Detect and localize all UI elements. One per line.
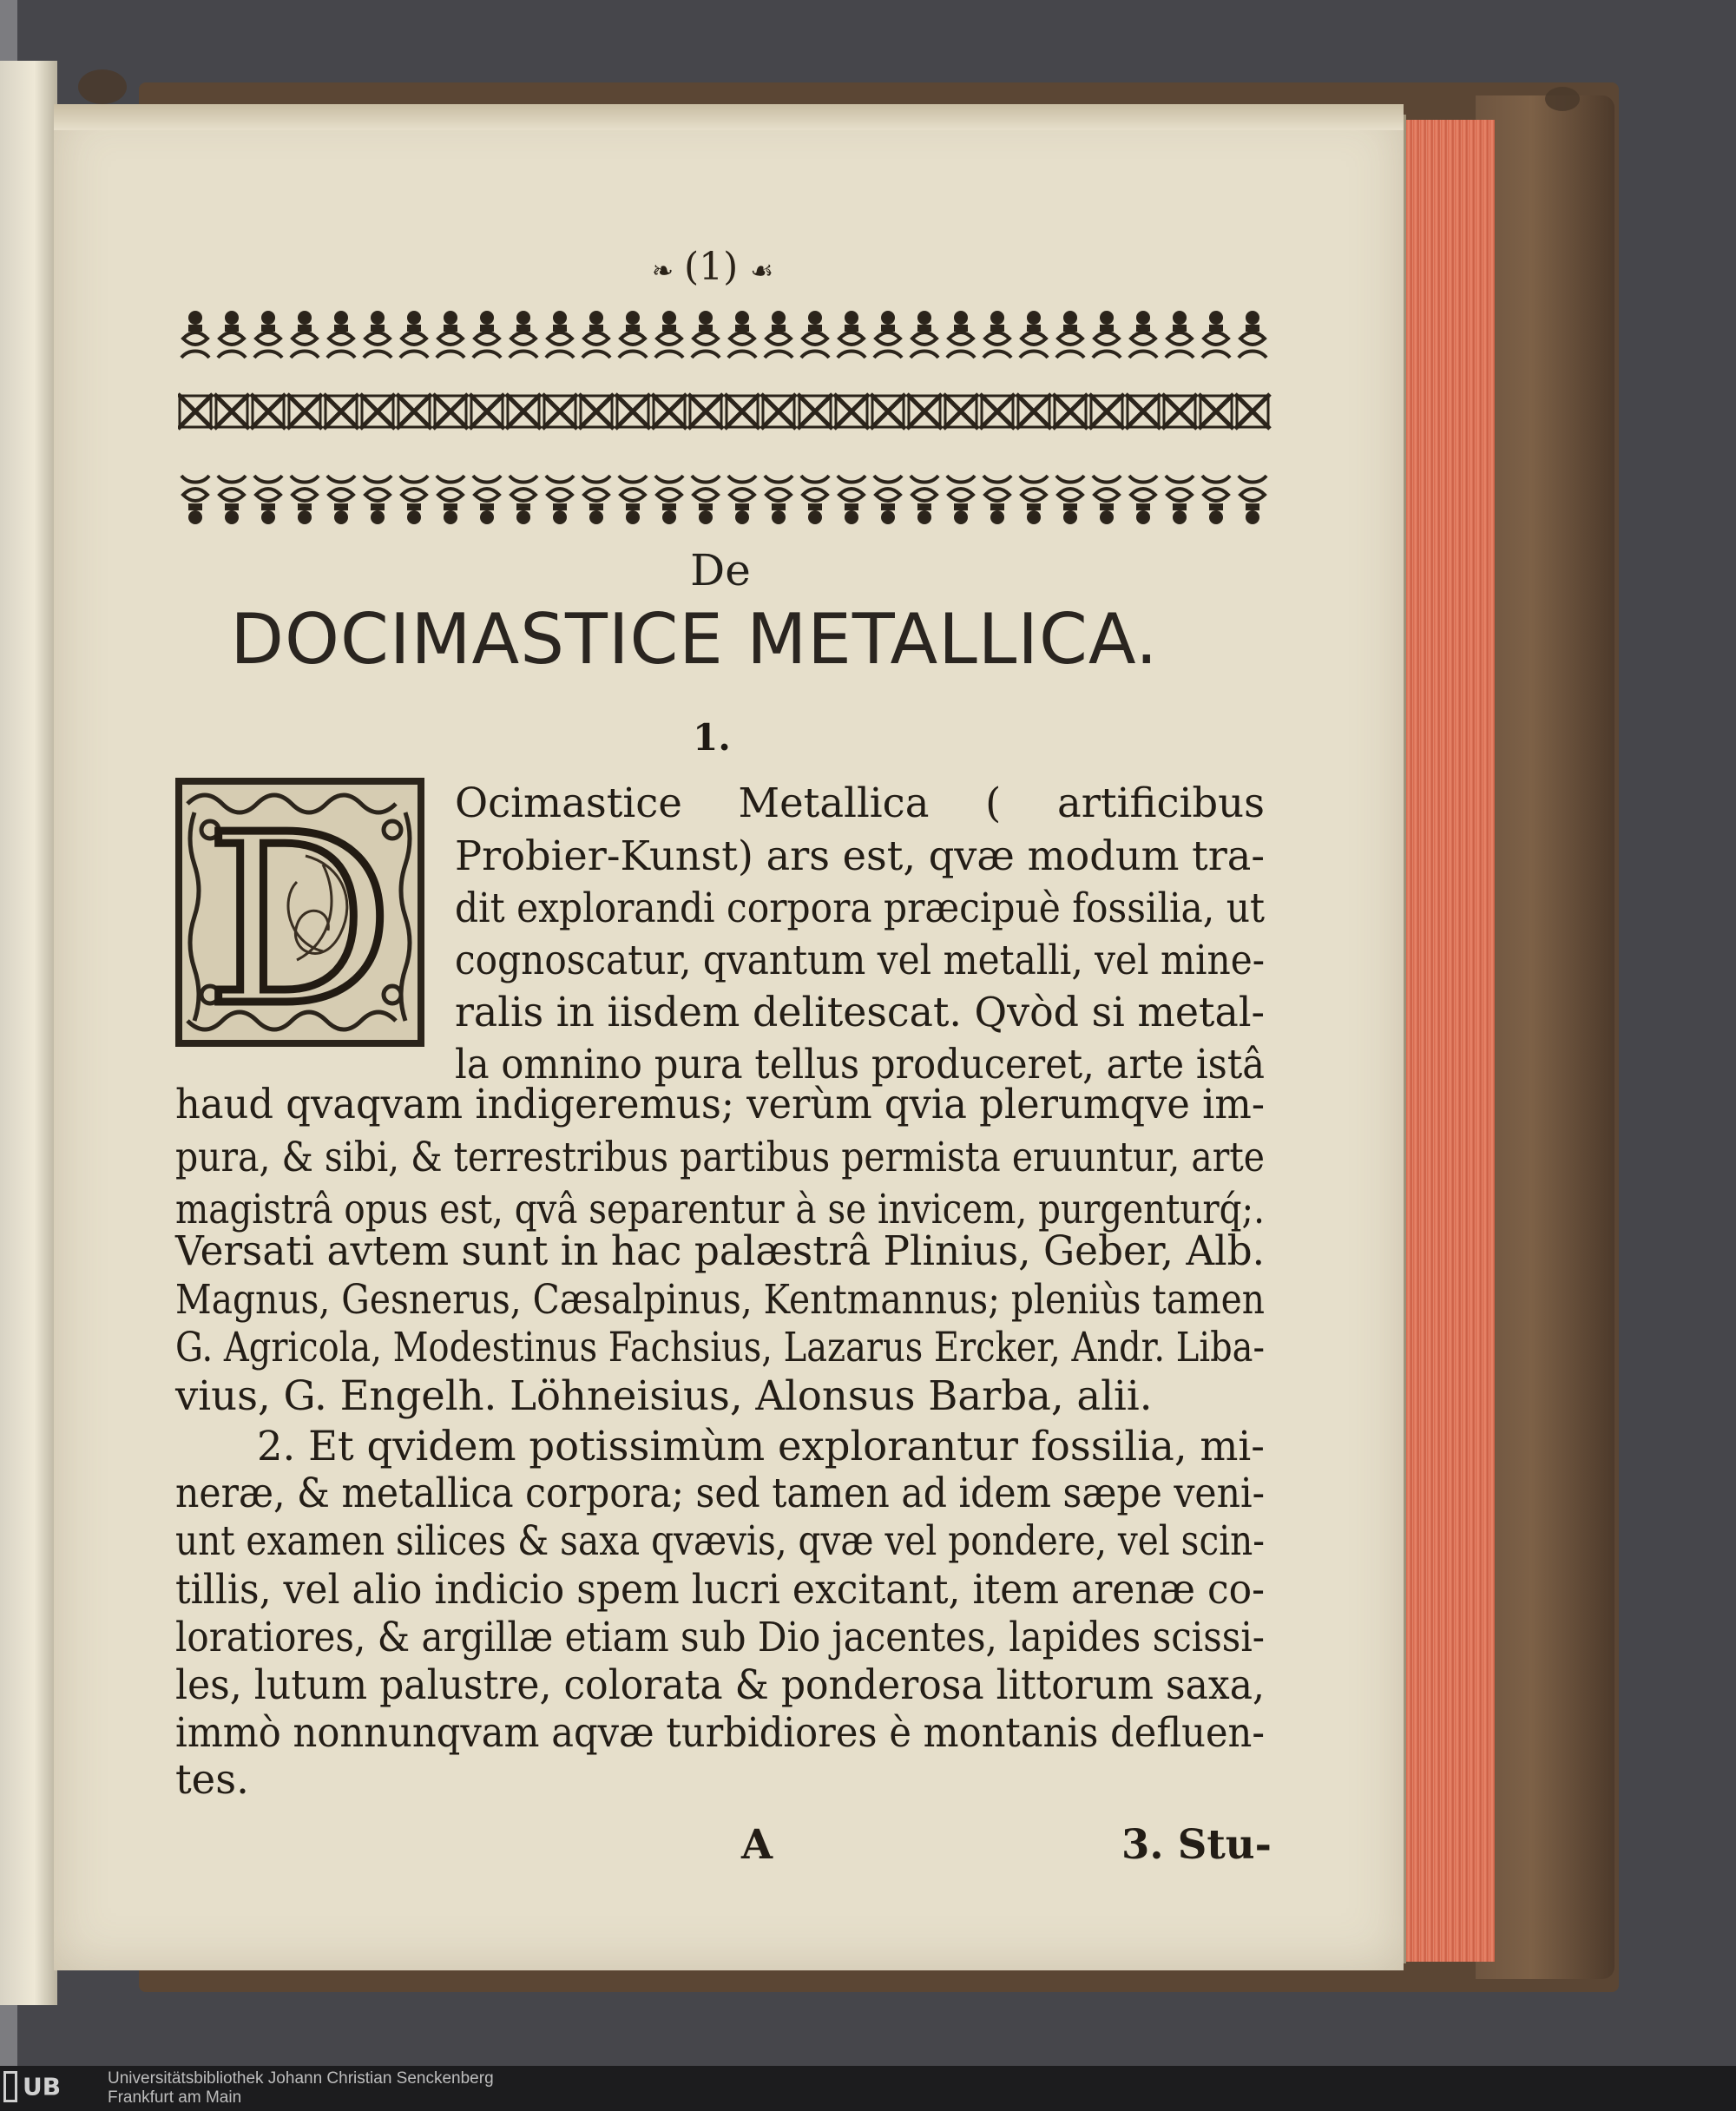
- library-logo: [3, 2071, 101, 2106]
- text-line: unt examen silices & saxa qvævis, qvæ vel pondere, vel scin-: [175, 1517, 1265, 1564]
- text-line: 2. Et qvidem potissimùm explorantur fossilia, mi-: [257, 1423, 1265, 1470]
- text-line: Ocimastice Metallica ( artificibus: [455, 779, 1265, 826]
- text-line: immò nonnunqvam aqvæ turbidiores è montanis defluen-: [175, 1709, 1265, 1756]
- library-name: Universitätsbibliothek Johann Christian Senckenberg: [108, 2069, 494, 2088]
- page-number-text: (1): [683, 245, 739, 289]
- text-line: Magnus, Gesnerus, Cæsalpinus, Kentmannus; pleniùs tamen: [175, 1276, 1265, 1323]
- initial-letter: D: [205, 784, 394, 1047]
- text-line: tillis, vel alio indicio spem lucri excitant, item arenæ co-: [175, 1566, 1265, 1613]
- ornament-right-icon: ☙: [750, 256, 773, 286]
- ornament-left-icon: ❧: [651, 256, 672, 286]
- text-line: cognoscatur, qvantum vel metalli, vel mine-: [455, 937, 1265, 983]
- catchword: 3. Stu-: [1121, 1820, 1272, 1868]
- text-line: pura, & sibi, & terrestribus partibus permista eruuntur, arte: [175, 1134, 1265, 1180]
- text-line: ralis in iisdem delitescat. Qvòd si metal-: [455, 989, 1265, 1036]
- text-line: vius, G. Engelh. Löhneisius, Alonsus Barba, alii.: [175, 1372, 1153, 1419]
- ink-spot: [78, 69, 127, 104]
- page-title: DOCIMASTICE METALLICA.: [230, 599, 1159, 680]
- logo-mark-icon: [3, 2071, 17, 2102]
- text-line: loratiores, & argillæ etiam sub Dio jacentes, lapides scissi-: [175, 1614, 1265, 1661]
- text-line: magistrâ opus est, qvâ separentur à se invicem, purgenturq́;.: [175, 1186, 1265, 1233]
- signature-mark: A: [741, 1820, 773, 1868]
- ornamental-headpiece: [178, 306, 1272, 528]
- library-credit: [108, 2069, 494, 2108]
- text-line: les, lutum palustre, colorata & ponderosa littorum saxa,: [175, 1661, 1265, 1708]
- page-number: [608, 245, 816, 289]
- text-line: tes.: [175, 1756, 249, 1803]
- red-fore-edge: [1399, 120, 1495, 1962]
- logo-text: UB: [23, 2072, 62, 2101]
- text-line: Versati avtem sunt in hac palæstrâ Plinius, Geber, Alb.: [175, 1227, 1265, 1274]
- headpiece-top-row: [181, 311, 1266, 358]
- text-line: neræ, & metallica corpora; sed tamen ad idem sæpe veni-: [175, 1470, 1265, 1516]
- decorated-initial: [175, 778, 424, 1047]
- ink-spot: [1545, 87, 1580, 111]
- section-number: 1.: [693, 716, 731, 759]
- text-line: Probier-Kunst) ars est, qvæ modum tra-: [455, 832, 1265, 879]
- library-city: Frankfurt am Main: [108, 2088, 242, 2107]
- headpiece-middle-row: [178, 394, 1270, 429]
- facing-page-edge: [0, 61, 57, 2005]
- text-line: G. Agricola, Modestinus Fachsius, Lazarus Ercker, Andr. Liba-: [175, 1324, 1265, 1371]
- headpiece-bottom-row: [181, 476, 1266, 524]
- leather-cover: [1476, 95, 1614, 1979]
- text-line: haud qvaqvam indigeremus; verùm qvia plerumqve im-: [175, 1081, 1265, 1128]
- heading-de: De: [690, 545, 751, 595]
- page-top-shading: [54, 104, 1404, 130]
- text-line: la omnino pura tellus produceret, arte istâ: [455, 1041, 1265, 1088]
- text-line: dit explorandi corpora præcipuè fossilia, ut: [455, 885, 1265, 931]
